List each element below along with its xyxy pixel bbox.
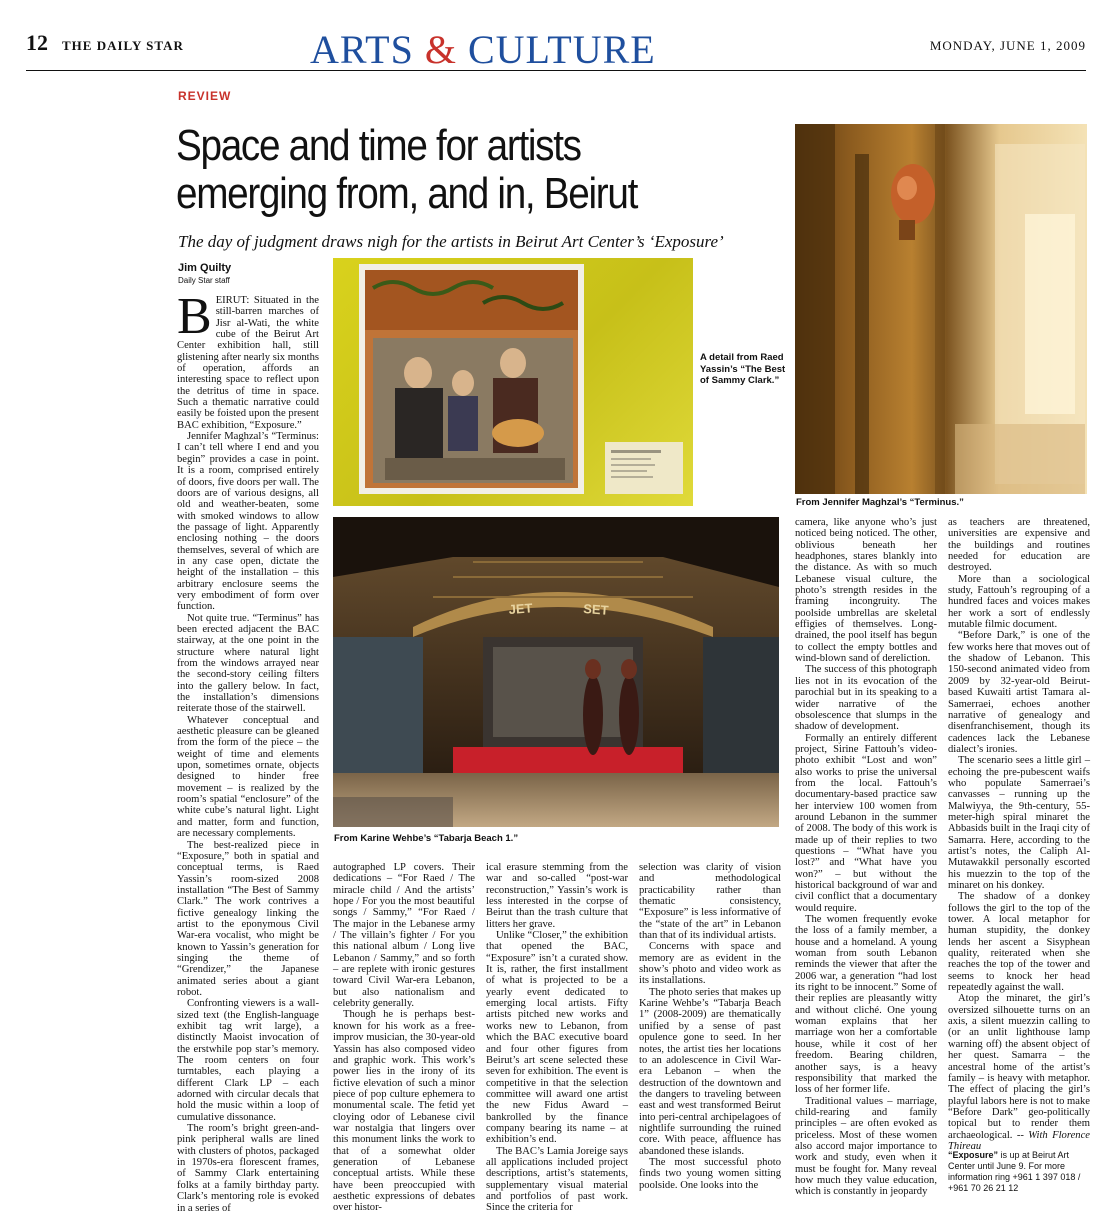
jet-set-sign-right: SET (582, 601, 610, 618)
byline-role: Daily Star staff (178, 276, 230, 285)
paragraph: Concerns with space and memory are as evident in the show’s photo and video work as its installations. (639, 941, 781, 987)
masthead-rule (26, 70, 1086, 71)
signoff: -- With Florence Thireau (948, 1129, 1090, 1152)
paragraph: Unlike “Closer,” the exhibition that opened the BAC, “Exposure” isn’t a curated show. It is, rather, the first installment of what is projected to be a yearly event dedicated to emerging local artists. Fifty artists pitched new works and works new to Lebanon, from which the BAC executive board and four other figures from Beirut’s art scene selected these seven for exhibition. The event is competitive in that the selection committee will award one artist the new Fidus Award – bankrolled by the finance company bearing its name – at exhibition’s end. (486, 930, 628, 1146)
paragraph: The BAC’s Lamia Joreige says all applications included project descriptions, artist’s statements, supplementary visual material and portfolios of past work. Since the criteria for (486, 1145, 628, 1214)
article-column-5 (795, 517, 937, 1210)
photo-wehbe (333, 517, 779, 827)
page-number: 12 (26, 30, 48, 55)
photo-maghzal (795, 124, 1087, 494)
paragraph: Formally an entirely different project, Sirine Fattouh’s video-photo exhibit “Lost and won” also works to prise the universal from the local. Fattouh’s documentary-based practice saw her interview 100 women from around Lebanon in the summer of 2008. The body of this work is made up of their replies to two questions – “What have you lost?” and “What have you won?” – but without the historical background of war and civil conflict that a documentary would require. (795, 732, 937, 914)
paragraph: Atop the minaret, the girl’s oversized silhouette turns on an axis, a silent muezzin calling to (or an unlit lighthouse lamp warning off) the absent object of her quest. Samarra – the ancestral home of the artist’s family – is heavy with metaphor. The effect of placing the girl’s playful labors here is not to make “Before Dark” geo-politically topical but to render them archaeological. -- With Florence Thireau (948, 993, 1090, 1152)
paragraph: selection was clarity of vision and methodological practicability rather than thematic consistency, “Exposure” is less informative of the “state of the art” in Lebanon than that of its individual artists. (639, 862, 781, 942)
paragraph: autographed LP covers. Their dedications – “For Raed / The miracle child / And the artists’ hope / For you the most beautiful songs / Sammy,” “For Raed / The major in the Lebanese army / The villain’s fighter / For you this national album / Long live Lebanon / Sammy,” and so forth – are replete with ironic gestures toward Civil War-era Lebanon, but also nationalism and celebrity generally. (333, 862, 475, 1010)
album-cover-illustration (333, 258, 693, 506)
paragraph: ical erasure stemming from the war and so-called “post-war reconstruction,” Yassin’s work is less interested in the corpse of Beirut than the trash culture that litters her grave. (486, 862, 628, 930)
paragraph: The best-realized piece in “Exposure,” both in spatial and conceptual terms, is Raed Yassin’s room-sized 2008 installation “The Best of Sammy Clark.” The work contrives a fictive genealogy linking the artist to the eponymous Civil War-era vocalist, who might be known to Yassin’s generation for singing the theme of “Grendizer,” the Japanese animated series about a giant robot. (177, 839, 319, 998)
caption-wehbe: From Karine Wehbe’s “Tabarja Beach 1.” (334, 833, 519, 844)
exhibition-info (948, 1150, 1090, 1194)
paragraph: The scenario sees a little girl – echoing the pre-pubescent waifs who populate Samerraei’s canvasses – running up the Malwiyya, the 9th-century, 55-meter-high spiral minaret the Abbasids built in the Iraqi city of Samarra. Here, according to the artist’s notes, the Caliph Al-Mutawakkil personally escorted his muezzin to the top of the minaret on his donkey. (948, 755, 1090, 891)
paragraph: The women frequently evoke the loss of a family member, a house and a homeland. A young woman from south Lebanon reminds the viewer that after the 2006 war, a generation “had lost its right to be innocent.” Some of their replies are pleasantly witty and without cliché. One young woman explains that her marriage won her a comfortable house, while it cost of her freedom. Bearing children, another says, is a heavy responsibility that marked the loss of her former life. (795, 914, 937, 1096)
article-column-6 (948, 517, 1090, 1152)
photo-yassin (333, 258, 693, 506)
jet-set-illustration (333, 517, 779, 827)
paragraph: camera, like anyone who’s just noticed being noticed. The other, oblivious beneath her headphones, stares blankly into the distance. As with so much Lebanese visual culture, the photo’s strength resides in the framing incongruity. The poolside umbrellas are skeletal effigies of themselves. Long-drained, the pool itself has begun to collect the empty bottles and wind-blown sand of dereliction. (795, 517, 937, 665)
article-column-1 (177, 288, 319, 1214)
kicker: REVIEW (178, 89, 232, 103)
exhibition-info-title: “Exposure” (948, 1150, 999, 1160)
section-title-amp: & (424, 27, 457, 72)
article-column-2 (333, 862, 475, 1214)
paragraph: Though he is perhaps best-known for his work as a free-improv musician, the 30-year-old Yassin has also composed video and graphic work. This work’s power lies in the irony of its fictive elevation of such a minor piece of pop culture ephemera to monumental scale. The fetid yet cloying odor of Lebanese civil war nostalgia that lingers over this monument links the work to that of a somewhat older generation of Lebanese conceptual artists. While these have been preoccupied with aesthetic expressions of debates over histor- (333, 1009, 475, 1214)
dropcap: B (177, 288, 212, 345)
exhibition-info-text: is up at Beirut Art Center until June 9. For more information ring +961 1 397 018 / +961 70 26 21 12 (948, 1150, 1081, 1193)
paragraph: EIRUT: Situated in the still-barren marches of Jisr al-Wati, the white cube of the Beirut Art Center exhibition hall, still glistening after nearly six months of operation, affords an interesting space to reflect upon the detritus of time in space. Such a thematic narrative could easily be foisted upon the present BAC exhibition, “Exposure.” (177, 295, 319, 431)
caption-maghzal: From Jennifer Maghzal’s “Terminus.” (796, 497, 964, 508)
paragraph: Not quite true. “Terminus” has been erected adjacent the BAC stairway, at the one point in the structure where natural light from the windows arrayed near the second-story ceiling filters into the gallery below. In fact, the installation’s dimensions reiterate those of the stairwell. (177, 612, 319, 715)
paragraph: Jennifer Maghzal’s “Terminus: I can’t tell where I end and you begin” provides a case in point. It is a room, comprised entirely of doors, five doors per wall. The doors are of various designs, all old and weather-beaten, some with smoked windows to allow the passage of light. Apparently enclosing nothing – the doors themselves, several of which are in any case open, dictate the height of the installation – this arbitrary enclosure seems the very embodiment of form over function. (177, 431, 319, 613)
section-title (310, 26, 656, 73)
paragraph: The most successful photo finds two young women sitting poolside. One looks into the (639, 1156, 781, 1191)
article-column-3 (486, 862, 628, 1214)
doors-illustration (795, 124, 1087, 494)
jet-set-sign-left: JET (508, 600, 533, 617)
paragraph: Traditional values – marriage, child-rearing and family principles – are often evoked as priceless. Most of these women also accord major importance to work and study, even when it must be fought for. Many reveal how much they value education, which is constantly in jeopardy (795, 1095, 937, 1198)
issue-date: MONDAY, JUNE 1, 2009 (929, 38, 1086, 53)
article-column-4 (639, 862, 781, 1210)
paragraph: Whatever conceptual and aesthetic pleasure can be gleaned from the form of the piece – the weight of time and elements upon, sometimes ornate, objects designed to hinder free movement – is realized by the room’s spatial “enclosure” of the white cube’s natural light. Light and matter, form and function, are necessary complements. (177, 714, 319, 840)
section-title-left: ARTS (310, 27, 414, 72)
deck: The day of judgment draws nigh for the artists in Beirut Art Center’s ‘Exposure’ (178, 232, 724, 251)
paragraph: More than a sociological study, Fattouh’s regrouping of a hundred faces and voices makes her work a sort of endlessly mutable filmic document. (948, 573, 1090, 631)
headline: Space and time for artists emerging from, and in, Beirut (176, 121, 638, 218)
paragraph: The room’s bright green-and-pink peripheral walls are lined with clusters of photos, packaged in 1970s-era florescent frames, of Sammy Clark entertaining folks at a family birthday party. Clark’s mentoring role is evoked in a series of (177, 1123, 319, 1214)
paragraph: The photo series that makes up Karine Wehbe’s “Tabarja Beach 1” (2008-2009) are thematically unified by a sense of past opulence gone to seed. In her notes, the artist ties her locations to an adolescence in Civil War-era Lebanon – when the destruction of the downtown and the dangers to traveling between east and west transformed Beirut into peri-central archipelagoes of nightlife surrounding the ruined core. With peace, affluence has abandoned these islands. (639, 986, 781, 1157)
caption-yassin: A detail from Raed Yassin’s “The Best of Sammy Clark.” (700, 352, 786, 386)
byline-name: Jim Quilty (178, 262, 232, 274)
paragraph: The shadow of a donkey follows the girl to the top of the tower. A local metaphor for human stupidity, the donkey lends her ascent a Sisyphean quality, reiterated when she reaches the top of the tower and seems to knock her head repeatedly against the wall. (948, 891, 1090, 994)
paragraph: “Before Dark,” is one of the few works here that moves out of the shadow of Lebanon. This 150-second animated video from 2009 by 32-year-old Beirut-based Kuwaiti artist Tamara al-Samerraei, echoes another narrative of genealogy and disenfranchisement, though its cadences lack the Lebanese dialect’s ironies. (948, 630, 1090, 755)
section-title-right: CULTURE (467, 27, 656, 72)
paragraph: as teachers are threatened, universities are expensive and the buildings and routines needed for education are destroyed. (948, 517, 1090, 574)
paragraph: Confronting viewers is a wall-sized text (the English-language exhibit tag writ large), a distinctly Maoist invocation of the erstwhile pop star’s memory. The room centers on four turntables, each playing a different Clark LP – each adorned with circular decals that hold the music within a loop of cumulative dissonance. (177, 998, 319, 1123)
paper-name: THE DAILY STAR (62, 38, 184, 53)
paragraph: The success of this photograph lies not in its evocation of the parochial but in its speaking to a wider narrative of the obsolescence that slumps in the shadow of development. (795, 664, 937, 733)
